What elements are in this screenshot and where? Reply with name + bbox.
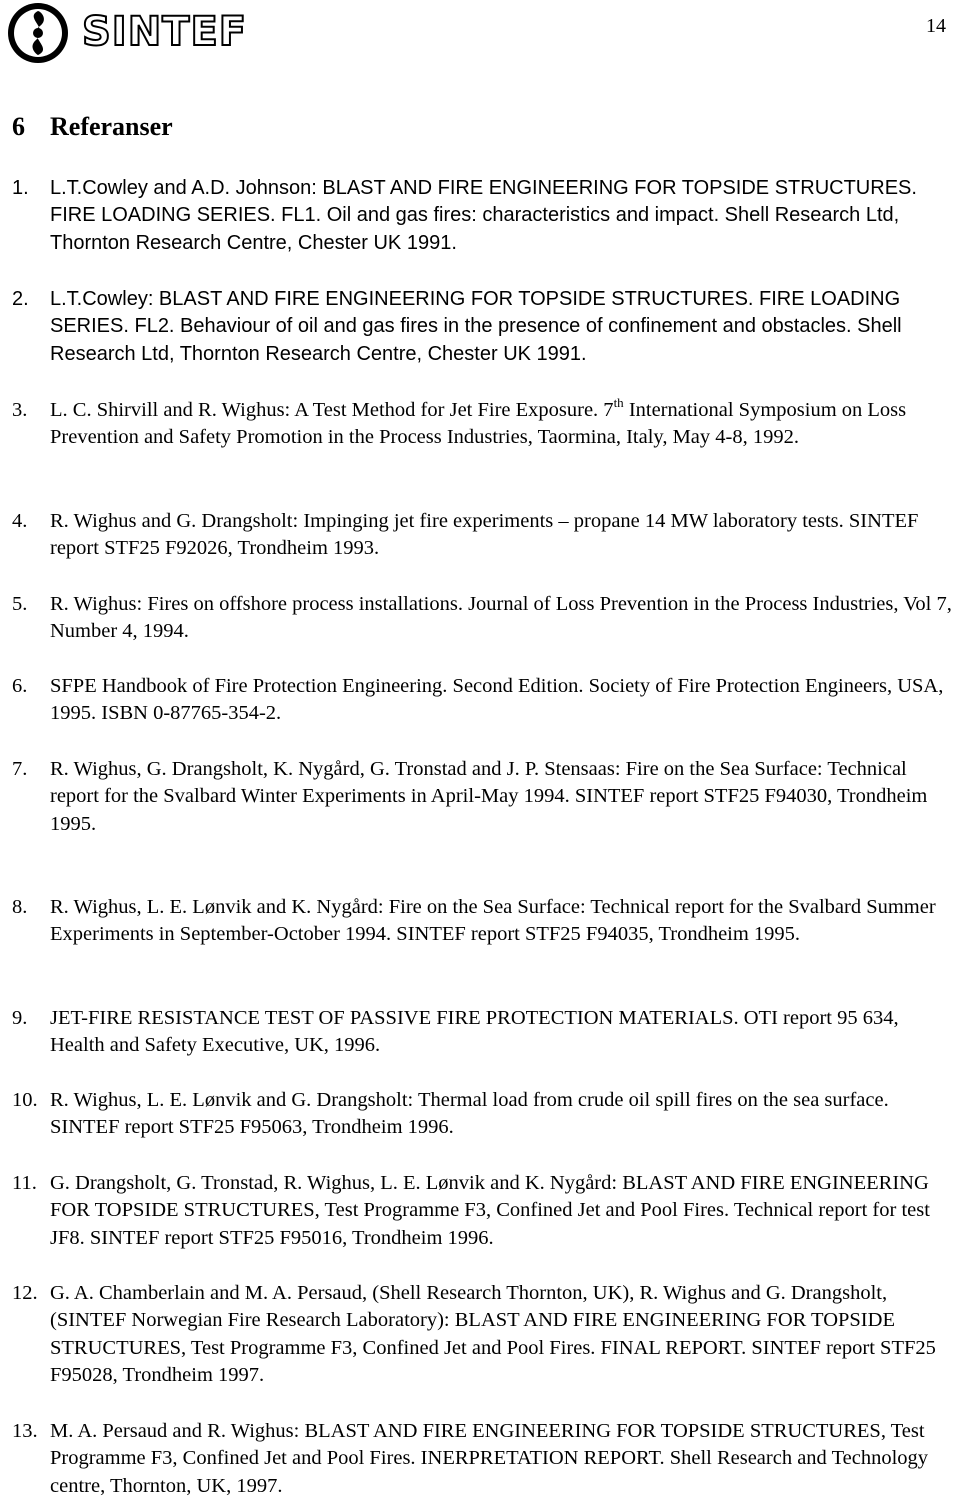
reference-text: L. C. Shirvill and R. Wighus: A Test Method for Jet Fire Exposure. 7th International Symposium on Loss Prevention and Safety Promotion in the Process Industries, Taormina, Italy, May 4-8, 1992.: [50, 395, 907, 449]
reference-number: 11.: [12, 1172, 37, 1194]
reference-text: R. Wighus and G. Drangsholt: Impinging jet fire experiments – propane 14 MW laboratory tests. SINTEF report STF25 F92026, Trondheim 1993.: [50, 510, 919, 560]
reference-text: JET-FIRE RESISTANCE TEST OF PASSIVE FIRE PROTECTION MATERIALS. OTI report 95 634, Health and Safety Executive, UK, 1996.: [50, 1007, 899, 1057]
sintef-logo-icon: [2, 2, 74, 64]
sintef-logo: [2, 2, 248, 64]
reference-text: L.T.Cowley: BLAST AND FIRE ENGINEERING FOR TOPSIDE STRUCTURES. FIRE LOADING SERIES. FL2. Behaviour of oil and gas fires in the presence of confinement and obstacles. Shell Research Ltd, Thornton Research Centre, Chester UK 1991.: [50, 288, 902, 365]
reference-text: M. A. Persaud and R. Wighus: BLAST AND FIRE ENGINEERING FOR TOPSIDE STRUCTURES, Test Programme F3, Confined Jet and Pool Fires. INERPRETATION REPORT. Shell Research and Technology centre, Thornton, UK, 1997.: [50, 1420, 929, 1497]
reference-number: 12.: [12, 1282, 38, 1304]
reference-number: 10.: [12, 1089, 38, 1111]
reference-number: 7.: [12, 758, 28, 780]
section-heading: [12, 112, 173, 142]
reference-number: 6.: [12, 675, 28, 697]
reference-number: 9.: [12, 1007, 28, 1029]
reference-text: R. Wighus, L. E. Lønvik and K. Nygård: Fire on the Sea Surface: Technical report for the Svalbard Summer Experiments in September-October 1994. SINTEF report STF25 F94035, Trondheim 1995.: [50, 896, 936, 946]
section-title: Referanser: [50, 112, 173, 141]
reference-text: SFPE Handbook of Fire Protection Engineering. Second Edition. Society of Fire Protection Engineers, USA, 1995. ISBN 0-87765-354-2.: [50, 675, 944, 725]
superscript: th: [613, 395, 624, 410]
reference-number: 2.: [12, 288, 29, 310]
reference-number: 13.: [12, 1420, 38, 1442]
reference-text: G. A. Chamberlain and M. A. Persaud, (Shell Research Thornton, UK), R. Wighus and G. Drangsholt, (SINTEF Norwegian Fire Research Laboratory): BLAST AND FIRE ENGINEERING FOR TOPSIDE STRUCTURES, Test Programme F3, Confined Jet and Pool Fires. FINAL REPORT. SINTEF report STF25 F95028, Trondheim 1997.: [50, 1282, 936, 1386]
page-number: 14: [926, 15, 946, 37]
reference-text: R. Wighus: Fires on offshore process installations. Journal of Loss Prevention in the Process Industries, Vol 7, Number 4, 1994.: [50, 593, 952, 643]
reference-number: 5.: [12, 593, 28, 615]
reference-number: 4.: [12, 510, 28, 532]
section-number: 6: [12, 112, 25, 141]
reference-text: L.T.Cowley and A.D. Johnson: BLAST AND FIRE ENGINEERING FOR TOPSIDE STRUCTURES. FIRE LOADING SERIES. FL1. Oil and gas fires: characteristics and impact. Shell Research Ltd, Thornton Research Centre, Chester UK 1991.: [50, 177, 917, 254]
reference-text: G. Drangsholt, G. Tronstad, R. Wighus, L. E. Lønvik and K. Nygård: BLAST AND FIRE ENGINEERING FOR TOPSIDE STRUCTURES, Test Programme F3, Confined Jet and Pool Fires. Technical report for test JF8. SINTEF report STF25 F95016, Trondheim 1996.: [50, 1172, 930, 1249]
reference-text: R. Wighus, G. Drangsholt, K. Nygård, G. Tronstad and J. P. Stensaas: Fire on the Sea Surface: Technical report for the Svalbard Winter Experiments in April-May 1994. SINTEF report STF25 F94030, Trondheim 1995.: [50, 758, 928, 835]
reference-number: 3.: [12, 399, 28, 421]
reference-number: 8.: [12, 896, 28, 918]
reference-text: R. Wighus, L. E. Lønvik and G. Drangsholt: Thermal load from crude oil spill fires on the sea surface. SINTEF report STF25 F95063, Trondheim 1996.: [50, 1089, 889, 1139]
reference-number: 1.: [12, 177, 29, 199]
logo-wordmark: SINTEF: [82, 9, 248, 55]
